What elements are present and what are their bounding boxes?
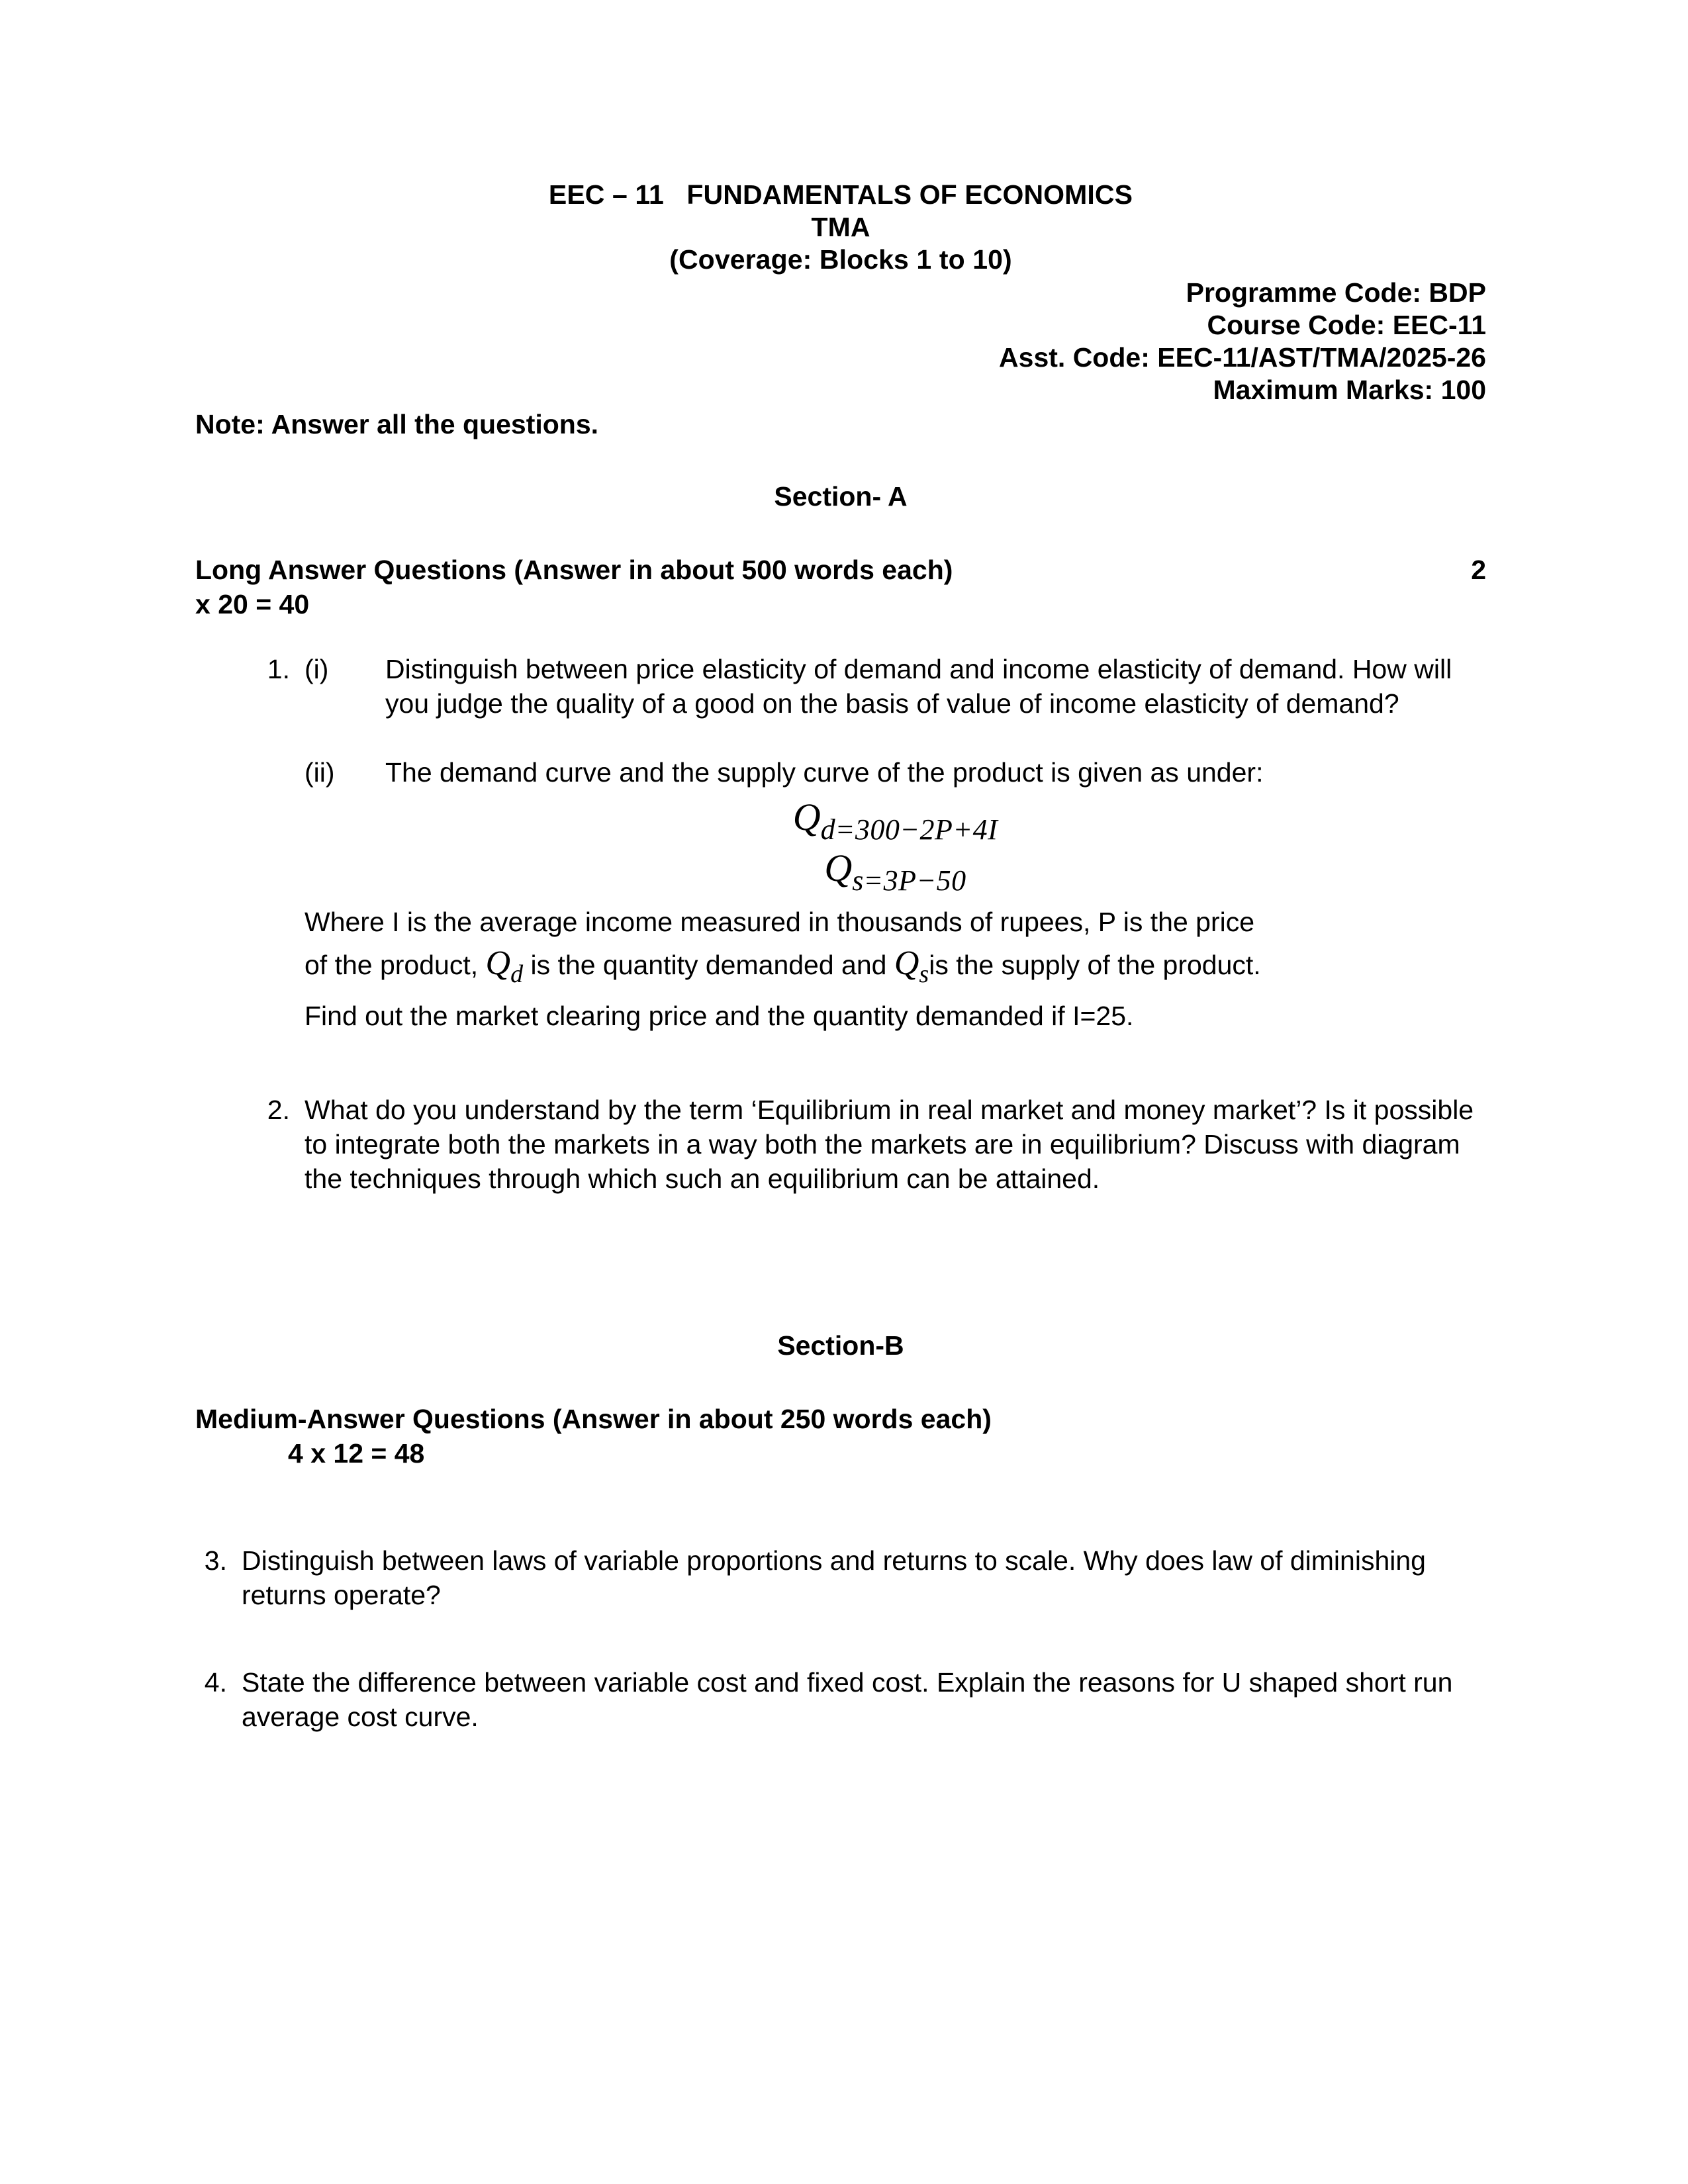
question-1-sub-i-label: (i) (305, 654, 329, 684)
programme-code: Programme Code: BDP (1186, 277, 1486, 308)
equation-demand-symbol: Q (792, 796, 821, 839)
question-1-sub-ii (305, 755, 1486, 790)
question-2-text: What do you understand by the term ‘Equilibrium in real market and money market’? Is it possible to integrate both the markets in a way both the markets are in equilibrium? Discuss with diagram the techniques through which such an equilibrium can be attained. (305, 1095, 1474, 1194)
question-1-find-out: Find out the market clearing price and the quantity demanded if I=25. (305, 1001, 1134, 1031)
question-1-sub-ii-label: (ii) (305, 757, 335, 788)
course-title: EEC – 11 FUNDAMENTALS OF ECONOMICS (548, 179, 1133, 210)
question-4 (195, 1665, 1486, 1734)
document-title-block (195, 179, 1486, 276)
question-2 (195, 1093, 1486, 1230)
inline-qd-symbol: Q (485, 944, 511, 982)
equation-supply-body: =3P−50 (863, 864, 966, 897)
coverage-line: (Coverage: Blocks 1 to 10) (669, 244, 1012, 275)
section-b-heading: Section-B (777, 1330, 904, 1361)
question-1-sub-ii-text: The demand curve and the supply curve of the product is given as under: (385, 757, 1264, 788)
section-a-instruction: Long Answer Questions (Answer in about 500 words each) (195, 555, 953, 585)
maximum-marks: Maximum Marks: 100 (1213, 375, 1486, 405)
where-clause-segment-a: of the product, (305, 950, 479, 980)
where-clause-line-2 (305, 939, 1486, 999)
inline-qs-symbol: Q (894, 944, 919, 982)
equation-demand-subscript: d (820, 813, 835, 846)
where-clause-segment-c: is the supply of (929, 950, 1110, 980)
course-meta-block (195, 277, 1486, 406)
question-4-text: State the difference between variable cost and fixed cost. Explain the reasons for U shaped short run average cost curve. (242, 1667, 1453, 1732)
question-3-text: Distinguish between laws of variable proportions and returns to scale. Why does law of diminishing returns operate? (242, 1545, 1426, 1610)
question-2-number: 2. (267, 1095, 290, 1125)
question-4-number: 4. (204, 1667, 227, 1698)
section-a-marks-right: 2 (1471, 555, 1486, 585)
section-b-instruction: Medium-Answer Questions (Answer in about 250 words each) (195, 1404, 992, 1434)
equation-supply-symbol: Q (824, 846, 853, 889)
where-clause-line-1: Where I is the average income measured in thousands of rupees, P is the price (305, 907, 1255, 937)
question-1-number: 1. (267, 654, 290, 684)
question-1-sub-i-text: Distinguish between price elasticity of demand and income elasticity of demand. How will you judge the quality of a good on the basis of value of income elasticity of demand? (385, 654, 1452, 719)
question-1-sub-i (305, 652, 1486, 755)
question-1 (195, 652, 1486, 1033)
inline-qd-subscript: d (510, 960, 524, 988)
where-clause-segment-d: the product. (1117, 950, 1261, 980)
inline-qd (485, 944, 524, 988)
inline-qs-subscript: s (919, 960, 929, 988)
equation-demand-body: =300−2P+4I (835, 813, 998, 846)
equation-supply-subscript: s (852, 864, 864, 897)
document-body (195, 179, 1486, 1734)
section-a-instruction-block (195, 553, 1486, 621)
course-code: Course Code: EEC-11 (1207, 310, 1486, 340)
assignment-code: Asst. Code: EEC-11/AST/TMA/2025-26 (999, 342, 1486, 373)
where-clause-segment-b: is the quantity demanded and (530, 950, 887, 980)
equation-demand (305, 796, 1486, 847)
question-3 (195, 1543, 1486, 1612)
inline-qs (894, 944, 929, 988)
section-b-marks: 4 x 12 = 48 (288, 1438, 425, 1469)
question-3-number: 3. (204, 1545, 227, 1576)
assignment-type: TMA (811, 212, 870, 242)
section-a-marks-wrap: x 20 = 40 (195, 589, 310, 619)
note-answer-all: Note: Answer all the questions. (195, 409, 599, 439)
equation-supply (305, 846, 1486, 898)
section-a-heading: Section- A (774, 481, 908, 512)
